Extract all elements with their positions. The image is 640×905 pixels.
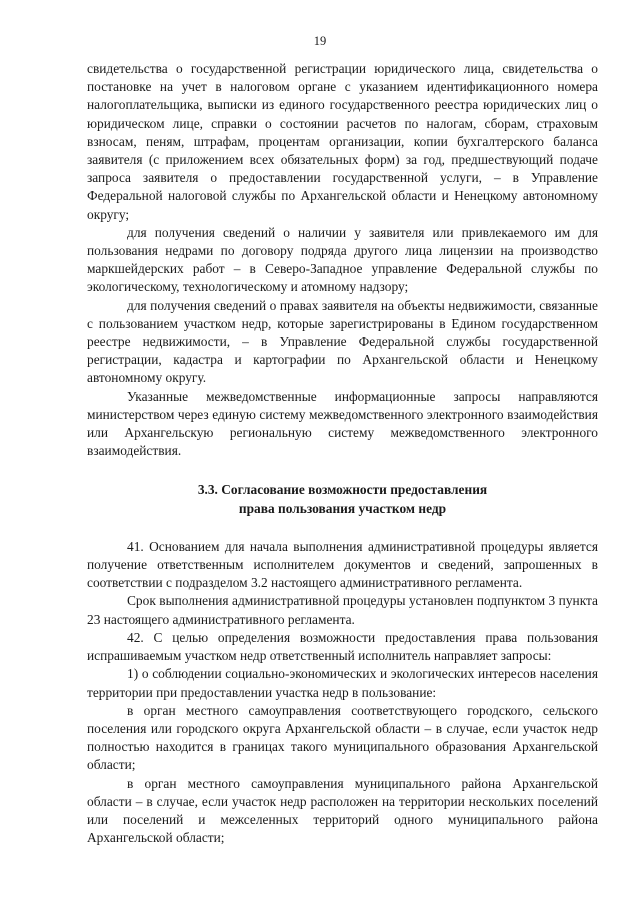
paragraph: Срок выполнения административной процедуры установлен подпунктом 3 пункта 23 настоящего административного регламента.: [87, 593, 598, 627]
paragraph: 1) о соблюдении социально-экономических и экологических интересов населения территории при предоставлении участка недр в пользование:: [87, 666, 598, 700]
section-heading: [87, 481, 598, 517]
paragraph: в орган местного самоуправления соответствующего городского, сельского поселения или городского округа Архангельской области – в случае, если участок недр полностью находится в границах такого муниципального образования Архангельской области;: [87, 702, 598, 773]
paragraph: Указанные межведомственные информационные запросы направляются министерством через единую систему межведомственного электронного взаимодействия или Архангельскую региональную систему межведомственного электронного взаимодействия.: [87, 388, 598, 459]
paragraph: свидетельства о государственной регистрации юридического лица, свидетельства о постановке на учет в налоговом органе с указанием идентификационного номера налогоплательщика, выписки из единого государственного реестра юридических лиц о юридическом лице, справки о состоянии расчетов по налогам, сборам, страховым взносам, пеням, штрафам, процентам организации, копии бухгалтерского баланса заявителя (с приложением всех обязательных форм) за год, предшествующий подаче запроса заявителя о предоставлении государственной услуги, – в Управление Федеральной налоговой службы по Архангельской области и Ненецкому автономному округу;: [87, 61, 598, 222]
paragraph: для получения сведений о правах заявителя на объекты недвижимости, связанные с пользованием участком недр, которые зарегистрированы в Едином государственном реестре недвижимости, – в Управление Федеральной службы государственной регистрации, кадастра и картографии по Архангельской области и Ненецкому автономному округу.: [87, 297, 598, 386]
paragraph: в орган местного самоуправления муниципального района Архангельской области – в случае, если участок недр расположен на территории нескольких поселений или поселений и межселенных территорий одного муниципального района Архангельской области;: [87, 775, 598, 846]
paragraph: для получения сведений о наличии у заявителя или привлекаемого им для пользования недрами по договору подряда другого лица лицензии на производство маркшейдерских работ – в Северо-Западное управление Федеральной службы по экологическому, технологическому и атомному надзору;: [87, 224, 598, 295]
section-heading-line: 3.3. Согласование возможности предоставления: [197, 482, 488, 498]
document-body: [87, 60, 598, 847]
paragraph: 42. С целью определения возможности предоставления права пользования испрашиваемым участком недр ответственный исполнитель направляет запросы:: [87, 629, 598, 664]
page-number: 19: [313, 34, 327, 48]
paragraph: 41. Основанием для начала выполнения административной процедуры является получение ответственным исполнителем документов и сведений, запрошенных в соответствии с подразделом 3.2 настоящего административного регламента.: [87, 538, 598, 591]
section-heading-line: права пользования участком недр: [238, 500, 447, 516]
